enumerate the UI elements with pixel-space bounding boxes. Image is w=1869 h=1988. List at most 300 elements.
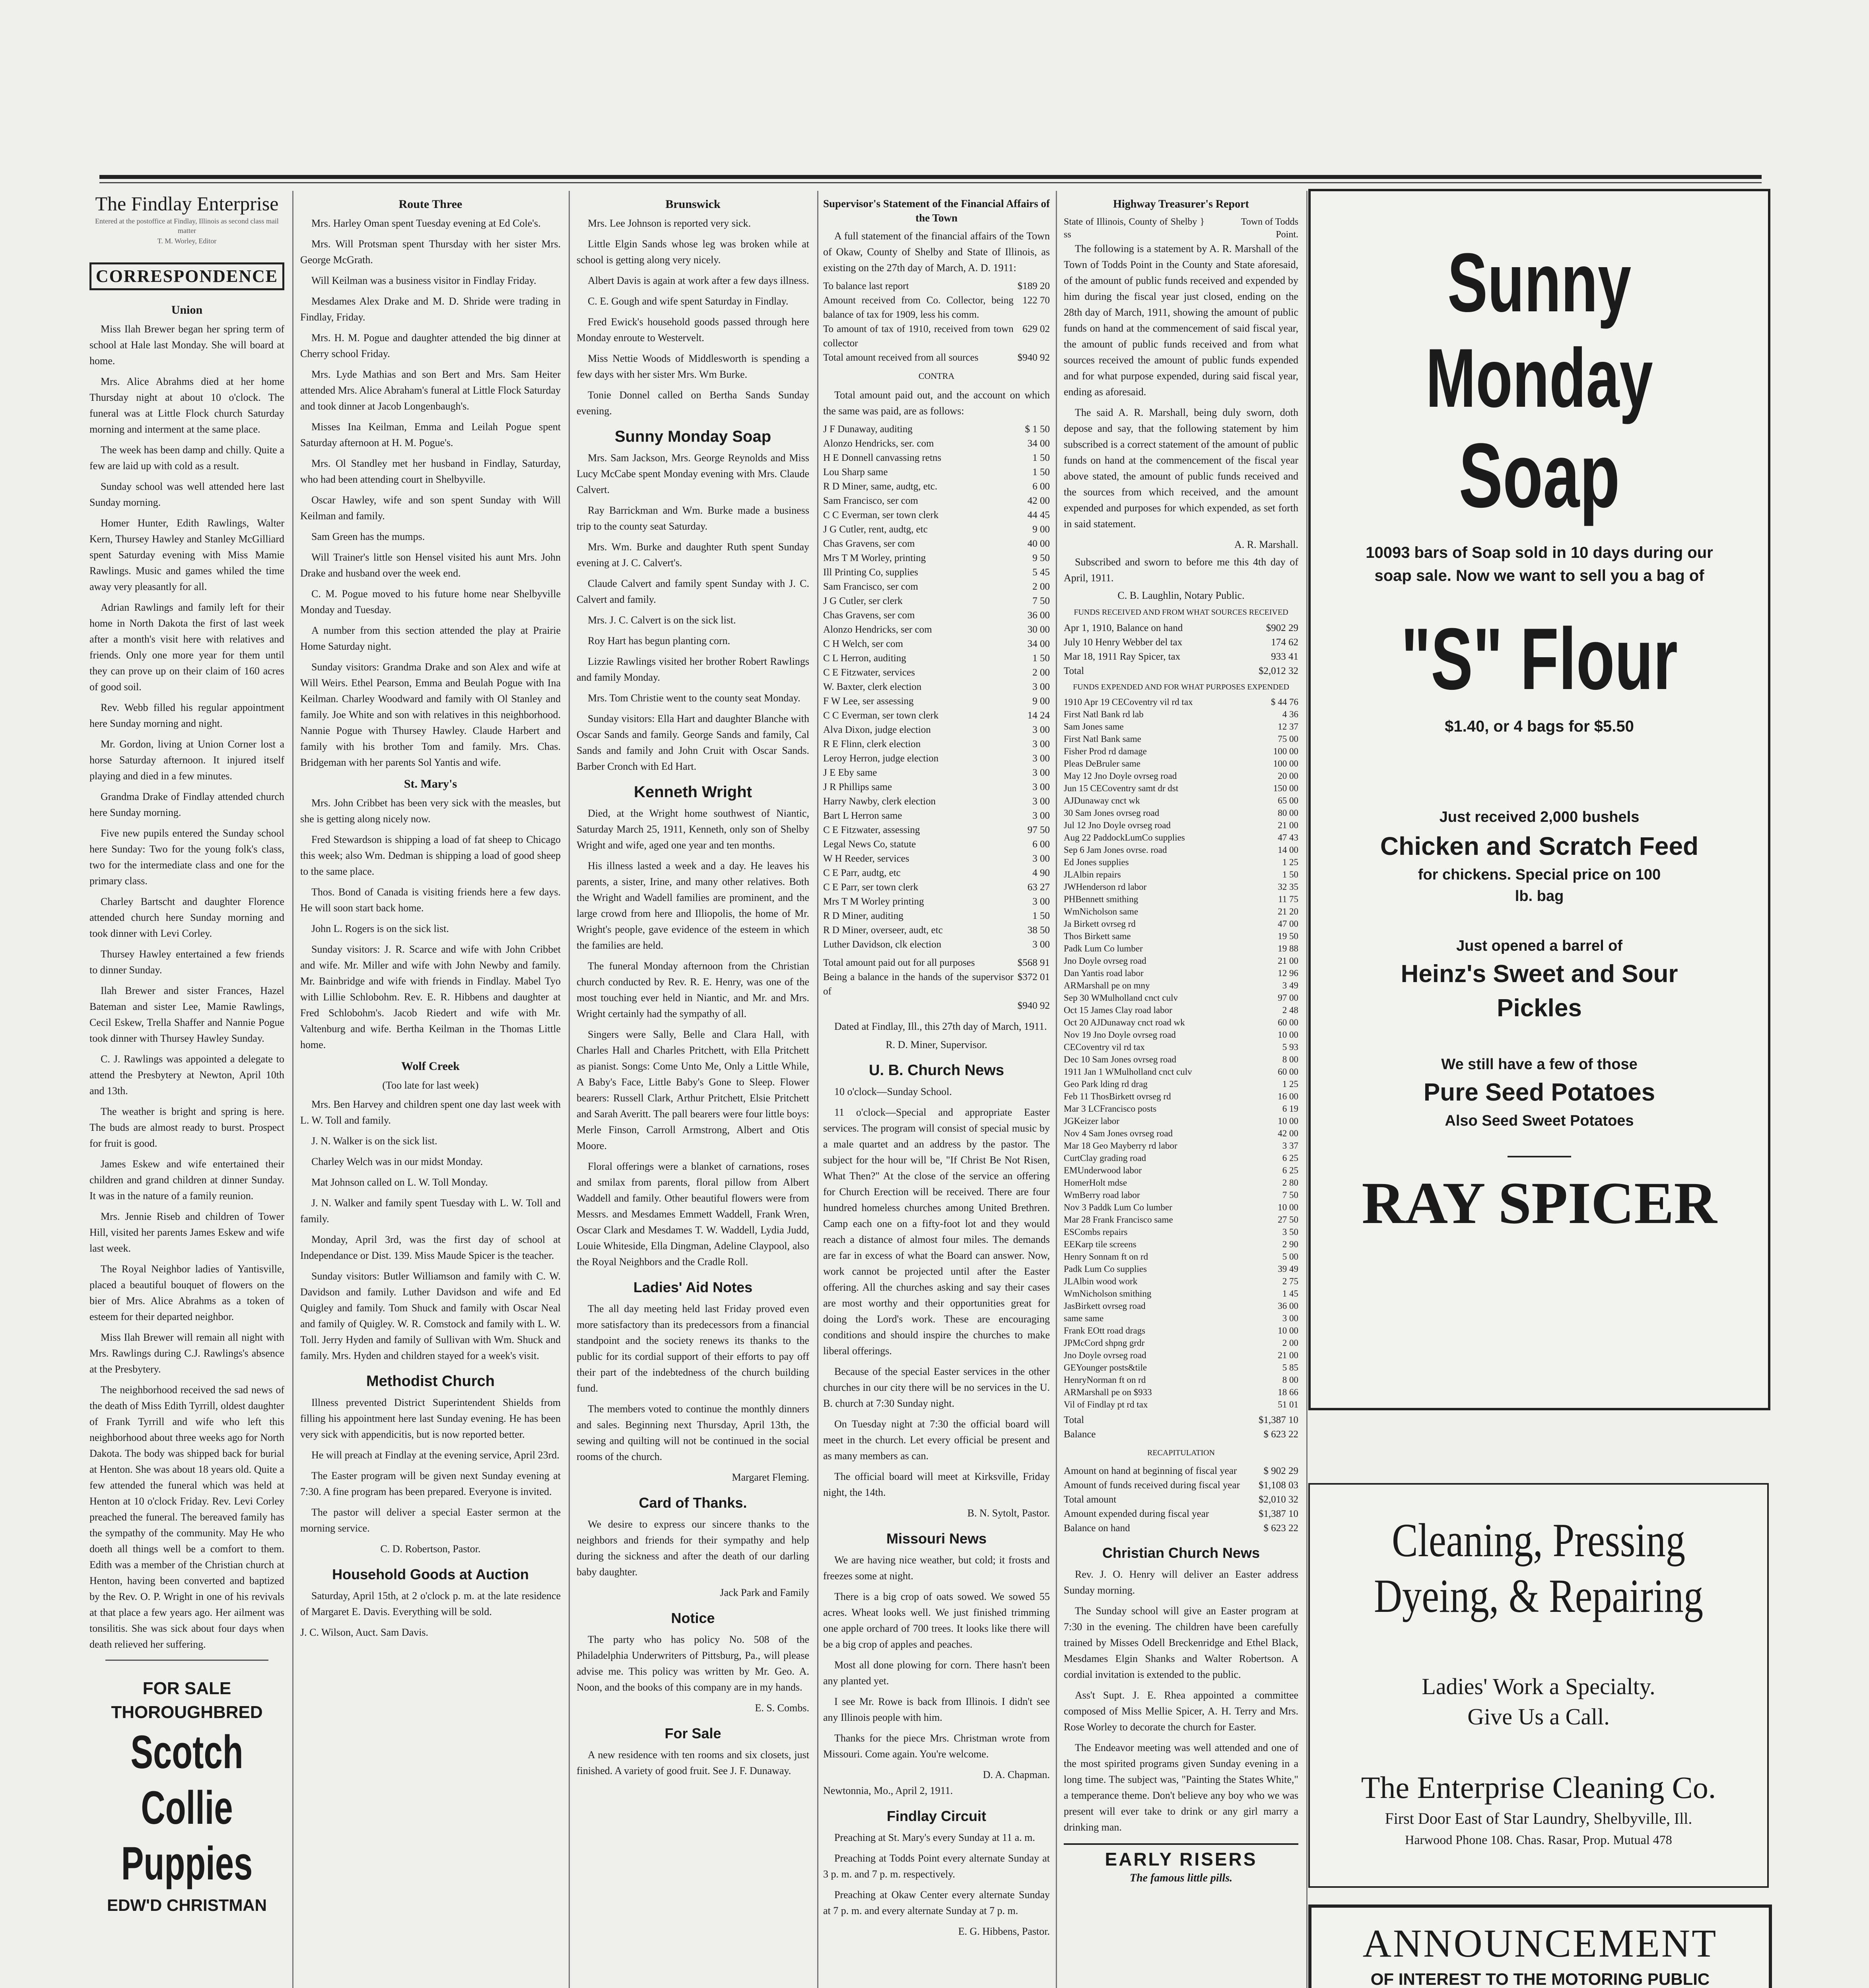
cleaning-line1: Cleaning, Pressing [1392, 1514, 1685, 1567]
table-row [1064, 992, 1298, 1004]
row-label: Apr 1, 1910, Balance on hand [1064, 623, 1183, 633]
row-label: Thos Birkett same [1064, 931, 1131, 941]
paragraph: Preaching at Todds Point every alternate Sunday at 3 p. m. and 7 p. m. respectively. [823, 1852, 1050, 1880]
paragraph: Preaching at St. Mary's every Sunday at 11 a. m. [834, 1832, 1035, 1843]
row-amount: 2 48 [1282, 1005, 1298, 1015]
row-label: Padk Lum Co supplies [1064, 1264, 1147, 1274]
recapitulation-table [1064, 1464, 1298, 1536]
section-heading-route-three: Route Three [398, 198, 462, 211]
row-label: Sep 6 Jam Jones ovrse. road [1064, 845, 1167, 855]
row-label: Mar 18, 1911 Ray Spicer, tax [1064, 651, 1181, 662]
section-heading-highway: Highway Treasurer's Report [1113, 198, 1249, 210]
row-amount: 5 93 [1282, 1042, 1298, 1052]
column-divider [817, 191, 818, 1988]
row-label: J R Phillips same [823, 782, 892, 792]
table-row [1064, 1041, 1298, 1053]
supervisor-signature: R. D. Miner, Supervisor. [886, 1039, 987, 1050]
row-amount: 3 00 [1032, 853, 1050, 864]
row-label: Ed Jones supplies [1064, 857, 1129, 867]
table-row [823, 970, 1050, 999]
row-label: Oct 20 AJDunaway cnct road wk [1064, 1017, 1185, 1027]
section-heading-missouri: Missouri News [886, 1530, 987, 1547]
paragraph: Monday, April 3rd, was the first day of school at Independance or Dist. 139. Miss Maude Spicer is the teacher. [300, 1234, 561, 1261]
row-amount: $ 623 22 [1263, 1429, 1298, 1440]
row-label: Ja Birkett ovrseg rd [1064, 919, 1136, 929]
paragraph: Mrs. Will Protsman spent Thursday with her sister Mrs. George McGrath. [300, 238, 561, 266]
row-amount: 5 85 [1282, 1363, 1298, 1373]
union-article [89, 321, 284, 1652]
row-label: JGKeizer labor [1064, 1116, 1119, 1126]
row-label: 30 Sam Jones ovrseg road [1064, 808, 1160, 818]
row-amount: 80 00 [1278, 808, 1298, 818]
table-row [823, 437, 1050, 451]
row-amount: 6 00 [1032, 839, 1050, 850]
row-amount: $372 01 [1017, 972, 1050, 982]
row-label: 1910 Apr 19 CECoventry vil rd tax [1064, 697, 1193, 707]
paragraph: Sunday school was well attended here last Sunday morning. [89, 481, 284, 508]
row-amount: 20 00 [1278, 771, 1298, 781]
table-row [1064, 782, 1298, 794]
row-label: CECoventry vil rd tax [1064, 1042, 1145, 1052]
row-amount: 40 00 [1027, 538, 1050, 549]
highway-signature: A. R. Marshall. [1234, 539, 1298, 550]
row-label: J G Cutler, rent, audtg, etc [823, 524, 928, 535]
paragraph: We are having nice weather, but cold; it frosts and freezes some at night. [823, 1554, 1050, 1582]
row-label: Harry Nawby, clerk election [823, 796, 936, 807]
row-label: Amount of funds received during fiscal year [1064, 1480, 1240, 1491]
table-row [1064, 881, 1298, 893]
table-row [823, 866, 1050, 880]
row-label [823, 999, 1014, 1013]
table-row [823, 999, 1050, 1013]
findlay-circuit-article [823, 1830, 1050, 1919]
row-amount: 18 66 [1278, 1387, 1298, 1397]
ray-spicer-name: RAY SPICER [1362, 1170, 1717, 1236]
funds-expended-heading: FUNDS EXPENDED AND FOR WHAT PURPOSES EXPENDED [1073, 683, 1289, 691]
row-label: Alva Dixon, judge election [823, 724, 931, 735]
table-row [823, 680, 1050, 694]
flour-price: $1.40, or 4 bags for $5.50 [1445, 718, 1634, 735]
table-row [1064, 1115, 1298, 1127]
row-amount: 100 00 [1273, 759, 1298, 769]
section-heading-brunswick: Brunswick [665, 198, 721, 211]
paragraph: Mat Johnson called on L. W. Toll Monday. [311, 1176, 488, 1188]
table-row [1064, 1263, 1298, 1275]
column-divider [1056, 191, 1057, 1988]
table-row [1064, 1029, 1298, 1041]
paragraph: The following is a statement by A. R. Marshall of the Town of Todds Point in the County and State aforesaid, of the amount of public funds received and expended by him during the fiscal year just closed, ending on the 28th day of March, 1911, showing the amount of public funds on hand at the commencement of said fiscal year, the amount of public funds received and from what sources received the amount of public funds expended and for what purpose expended, during said fiscal year, ending as aforesaid. [1064, 243, 1298, 398]
section-heading-notice: Notice [671, 1610, 715, 1626]
contra-label: CONTRA [918, 371, 955, 381]
row-amount: 42 00 [1278, 1128, 1298, 1138]
paragraph: Thursey Hawley entertained a few friends to dinner Sunday. [89, 948, 284, 976]
row-label: Total amount paid out for all purposes [823, 957, 975, 968]
table-row [1064, 1374, 1298, 1386]
funds-received-table [1064, 621, 1298, 678]
row-label: same same [1064, 1313, 1104, 1323]
table-row [823, 565, 1050, 580]
row-amount: 34 00 [1027, 639, 1050, 649]
row-label: Mrs T M Worley printing [823, 896, 924, 907]
ladies-aid-signature: Margaret Fleming. [732, 1472, 809, 1483]
paragraph: Five new pupils entered the Sunday school here Sunday: Two for the young folk's class, two for the intermediate class and one for the primary class. [89, 827, 284, 887]
row-label: H E Donnell canvassing retns [823, 452, 942, 463]
paragraph: J. N. Walker and family spent Tuesday with L. W. Toll and family. [300, 1197, 561, 1225]
paragraph: A number from this section attended the play at Prairie Home Saturday night. [300, 625, 561, 652]
paragraph: A new residence with ten rooms and six closets, just finished. A variety of good fruit. See J. F. Dunaway. [577, 1749, 809, 1776]
row-amount: 3 00 [1032, 681, 1050, 692]
row-label: To balance last report [823, 281, 909, 291]
paragraph: Thanks for the piece Mrs. Christman wrote from Missouri. Come again. You're welcome. [823, 1732, 1050, 1760]
row-amount: 60 00 [1278, 1067, 1298, 1077]
masthead [89, 191, 284, 247]
row-amount: 36 00 [1278, 1301, 1298, 1311]
row-label: Dan Yantis road labor [1064, 968, 1144, 978]
row-amount: 3 00 [1032, 724, 1050, 735]
cleaning-phones: Harwood Phone 108. Chas. Rasar, Prop. Mutual 478 [1405, 1833, 1672, 1847]
missouri-dateline: Newtonnia, Mo., April 2, 1911. [823, 1785, 953, 1796]
row-label: C H Welch, ser com [823, 639, 903, 649]
row-amount: 97 50 [1027, 825, 1050, 835]
row-amount: 12 96 [1278, 968, 1298, 978]
row-amount: 1 50 [1282, 870, 1298, 879]
table-row [1064, 745, 1298, 757]
section-heading-christian-church: Christian Church News [1102, 1545, 1260, 1561]
paragraph: Lizzie Rawlings visited her brother Robert Rawlings and family Monday. [577, 656, 809, 683]
paragraph: Mrs. J. C. Calvert is on the sick list. [588, 614, 736, 626]
paragraph: Miss Ilah Brewer will remain all night with Mrs. Rawlings during C.J. Rawlings's absence at the Presbytery. [89, 1332, 284, 1375]
row-amount: 1 50 [1032, 452, 1050, 463]
row-amount: 933 41 [1271, 651, 1298, 662]
garage-ad [1308, 1905, 1772, 1988]
table-row [823, 852, 1050, 866]
table-row [823, 623, 1050, 637]
paragraph: Mrs. Sam Jackson, Mrs. George Reynolds and Miss Lucy McCabe spent Monday evening with Mrs. Claude Calvert. [577, 452, 809, 495]
collie-ad-line4: Puppies [121, 1837, 253, 1890]
paragraph: Sunday visitors: J. R. Scarce and wife with John Cribbet and wife. Mr. Miller and wife with John Newby and family. Mr. Bainbridge and wife with friends in Findlay. Mabel Tyo with Lillie Schlobohm. Rev. E. R. Hibbens and daughter at Fred Schlobohm's. Jacob Riedert and wife with Mr. Valtenburg and wife. Bertha Keilman in the Thomas Little home. [300, 944, 561, 1050]
table-row [1064, 1164, 1298, 1176]
row-amount: 5 45 [1032, 567, 1050, 578]
table-row [1064, 733, 1298, 745]
highway-header-right: Town of Todds Point. [1241, 217, 1298, 240]
row-amount: 51 01 [1278, 1400, 1298, 1409]
row-amount: 21 00 [1278, 820, 1298, 830]
row-amount: 32 35 [1278, 882, 1298, 892]
table-row [823, 751, 1050, 766]
paragraph: 10 o'clock—Sunday School. [834, 1086, 952, 1097]
table-row [1064, 1238, 1298, 1250]
row-label: HenryNorman ft on rd [1064, 1375, 1146, 1385]
paragraph: Will Keilman was a business visitor in Findlay Friday. [311, 275, 536, 286]
paragraph: Mrs. Ol Standley met her husband in Findlay, Saturday, who had been attending court in Shelbyville. [300, 458, 561, 485]
cleaning-line3: Ladies' Work a Specialty. [1422, 1673, 1655, 1699]
row-amount: 47 43 [1278, 833, 1298, 843]
paragraph: Tonie Donnel called on Bertha Sands Sunday evening. [577, 389, 809, 417]
paragraph: Mrs. Wm. Burke and daughter Ruth spent Sunday evening at J. C. Calvert's. [577, 541, 809, 569]
table-row [1064, 1103, 1298, 1115]
table-row [1064, 819, 1298, 831]
row-amount: 34 00 [1027, 438, 1050, 449]
table-row [823, 837, 1050, 852]
paragraph: Thos. Bond of Canada is visiting friends here a few days. He will soon start back home. [300, 886, 561, 914]
column-3 [577, 191, 809, 1988]
table-row [823, 522, 1050, 537]
paragraph: Mr. Gordon, living at Union Corner lost a horse Saturday afternoon. It injured itself playing and died in a few minutes. [89, 738, 284, 782]
row-label: Ill Printing Co, supplies [823, 567, 918, 578]
row-amount: 19 88 [1278, 944, 1298, 953]
row-label: Vil of Findlay pt rd tax [1064, 1400, 1148, 1409]
table-row [1064, 621, 1298, 635]
paragraph: I see Mr. Rowe is back from Illinois. I didn't see any Illinois people with him. [823, 1696, 1050, 1723]
section-heading-wolf-creek: Wolf Creek [401, 1060, 460, 1073]
table-row [1064, 967, 1298, 979]
table-row [1064, 868, 1298, 881]
table-row [1064, 1213, 1298, 1226]
row-label: WmBerry road labor [1064, 1190, 1140, 1200]
row-amount: 3 00 [1032, 796, 1050, 807]
supervisor-intro: A full statement of the financial affairs of the Town of Okaw, County of Shelby and State of Illinois, as existing on the 27th day of March, A. D. 1911: [823, 230, 1050, 274]
table-row [823, 737, 1050, 751]
row-label: Chas Gravens, ser com [823, 610, 915, 621]
row-amount: $189 20 [1017, 281, 1050, 291]
paragraph: Adrian Rawlings and family left for their home in North Dakota the first of last week after a month's visit here with relatives and friends. Only one more year for them until they can prove up on their claim of 160 acres of good soil. [89, 602, 284, 693]
table-row [823, 780, 1050, 794]
row-label: First Natl Bank same [1064, 734, 1141, 744]
row-amount: 39 49 [1278, 1264, 1298, 1274]
row-label: Nov 3 Paddk Lum Co lumber [1064, 1202, 1172, 1212]
row-amount: 60 00 [1278, 1017, 1298, 1027]
row-label: Luther Davidson, clk election [823, 939, 942, 950]
row-label: Jul 12 Jno Doyle ovrseg road [1064, 820, 1171, 830]
table-row [1064, 905, 1298, 918]
row-label: Alonzo Hendricks, ser com [823, 624, 932, 635]
table-row [823, 694, 1050, 709]
paragraph: Will Trainer's little son Hensel visited his aunt Mrs. John Drake and husband over the week end. [300, 551, 561, 579]
row-label: Total amount [1064, 1494, 1117, 1505]
table-row [823, 451, 1050, 465]
column-divider [292, 191, 293, 1988]
row-label: To amount of tax of 1910, received from town collector [823, 324, 1014, 349]
for-sale-article [577, 1747, 809, 1779]
table-row [1064, 1413, 1298, 1427]
row-label: J F Dunaway, auditing [823, 424, 913, 435]
missouri-signature: D. A. Chapman. [983, 1769, 1050, 1780]
funds-expended-table [1064, 696, 1298, 1411]
table-row [1064, 1053, 1298, 1066]
row-label: Jno Doyle ovrseg road [1064, 956, 1146, 966]
cleaning-line4: Give Us a Call. [1467, 1704, 1610, 1730]
row-label: R E Flinn, clerk election [823, 739, 921, 749]
row-amount: 10 00 [1278, 1116, 1298, 1126]
row-label: Jun 15 CECoventry samt dr dst [1064, 783, 1179, 793]
paragraph: The Endeavor meeting was well attended and one of the most spirited programs given Sunday evening in a long time. The subject was, "Painting the States White," a temperance theme. Don't believe any boy who we was present will ever take to drink or any girl marry a drinking man. [1064, 1742, 1298, 1833]
table-row [1064, 918, 1298, 930]
paragraph: The Easter program will be given next Sunday evening at 7:30. A fine program has been prepared. Everyone is invited. [300, 1470, 561, 1497]
section-heading-union: Union [171, 303, 203, 316]
paragraph: 11 o'clock—Special and appropriate Easter services. The program will consist of special music by a male quartet and an address by the pastor. The subject for the hour will be, "If Christ Be Not Risen, What Then?" At the close of the service an offering for Church Erection will be received. There are four hundred homeless churches among United Brethren. Camp each one on a fifty-foot lot and they would reach a distance of almost four miles. The demands are far in excess of what the Board can answer. Now, work cannot be projected until after the Easter offering. All the churches asking and say their cases are most worthy and their opportunities great for doing the Lord's work. These are encouraging conditions and should inspire the churches to make liberal offerings. [823, 1107, 1050, 1357]
cleaning-line2: Dyeing, & Repairing [1374, 1569, 1704, 1622]
correspondence-banner: CORRESPONDENCE [89, 262, 284, 290]
table-row [823, 637, 1050, 651]
row-amount: 65 00 [1278, 796, 1298, 806]
row-amount: 2 90 [1282, 1239, 1298, 1249]
table-row [1064, 1287, 1298, 1300]
row-label: Sam Francisco, ser com [823, 581, 918, 592]
row-label: C E Fitzwater, services [823, 667, 915, 678]
row-amount: 4 36 [1282, 709, 1298, 719]
row-label: Alonzo Hendricks, ser. com [823, 438, 934, 449]
cleaning-ad [1308, 1483, 1769, 1888]
brunswick-article-cont [577, 450, 809, 775]
table-row [1064, 1361, 1298, 1374]
row-amount: 150 00 [1273, 783, 1298, 793]
row-label: EEKarp tile screens [1064, 1239, 1137, 1249]
section-heading-ladies-aid: Ladies' Aid Notes [633, 1279, 753, 1295]
row-amount: $ 902 29 [1263, 1466, 1298, 1476]
auction-article [300, 1588, 561, 1620]
table-row [1064, 1078, 1298, 1090]
table-row [1064, 1140, 1298, 1152]
wolf-creek-article [300, 1097, 561, 1364]
paragraph: Singers were Sally, Belle and Clara Hall, with Charles Hall and Charles Pritchett, with Ella Pritchett as pianist. Songs: Come Unto Me, Only a Little While, A Baby's Face, Little Baby's Gone to Sleep. Flower bearers: Russell Clark, Arthur Pritchett, Elsie Pritchett and Sarah Averitt. The pall bearers were four little boys: Merle Finson, Carroll Armstrong, Albert and Otis Moore. [577, 1029, 809, 1151]
row-amount: 629 02 [1022, 324, 1050, 334]
column-5 [1064, 191, 1298, 1988]
table-row [823, 909, 1050, 923]
table-row [1064, 942, 1298, 955]
paragraph: On Tuesday night at 7:30 the official board will meet in the church. Let every official be present and as many members as can. [823, 1418, 1050, 1462]
row-amount: 36 00 [1027, 610, 1050, 621]
paragraph: Miss Ilah Brewer began her spring term of school at Hale last Monday. She will board at home. [89, 323, 284, 367]
column-4 [823, 191, 1050, 1988]
route-three-article [300, 215, 561, 771]
row-label: Mar 18 Geo Mayberry rd labor [1064, 1141, 1177, 1151]
table-row [1064, 844, 1298, 856]
row-amount: 21 00 [1278, 1350, 1298, 1360]
collie-ad-line1: FOR SALE [142, 1679, 231, 1698]
paragraph: Grandma Drake of Findlay attended church here Sunday morning. [89, 791, 284, 818]
row-label: Sam Francisco, ser com [823, 495, 918, 506]
paragraph: Mrs. Lee Johnson is reported very sick. [588, 217, 751, 229]
christian-church-article [1064, 1567, 1298, 1835]
table-row [823, 465, 1050, 480]
table-row [823, 279, 1050, 293]
row-amount: 3 00 [1032, 896, 1050, 907]
table-row [823, 494, 1050, 508]
row-amount: 19 50 [1278, 931, 1298, 941]
paragraph: C. E. Gough and wife spent Saturday in Findlay. [588, 295, 789, 307]
table-row [1064, 1300, 1298, 1312]
garage-title: ANNOUNCEMENT [1362, 1921, 1718, 1965]
table-row [823, 580, 1050, 594]
row-amount: 1 25 [1282, 1079, 1298, 1089]
row-amount: 9 50 [1032, 553, 1050, 563]
section-heading-methodist: Methodist Church [366, 1373, 495, 1390]
table-row [823, 794, 1050, 809]
paragraph: Mrs. H. M. Pogue and daughter attended the big dinner at Cherry school Friday. [300, 332, 561, 359]
table-row [1064, 708, 1298, 720]
table-row [1064, 955, 1298, 967]
paragraph: There is a big crop of oats sowed. We sowed 55 acres. Wheat looks well. We just finished trimming one apple orchard of 700 trees. It looks like there will be a big crop of apples and peaches. [823, 1591, 1050, 1650]
top-rule [99, 175, 1762, 179]
paragraph: The said A. R. Marshall, being duly sworn, doth depose and say, that the following statement by him subscribed is a correct statement of the amount of public funds on hand at the commencement of the fiscal year above stated, the amount of public funds received and the sources from which received, and the amount expended and purposes for which expended, as set forth in said statement. [1064, 407, 1298, 530]
table-row [1064, 720, 1298, 733]
row-label: ARMarshall pe on $933 [1064, 1387, 1152, 1397]
row-label: C E Parr, ser town clerk [823, 882, 919, 893]
notice-article [577, 1632, 809, 1695]
table-row [1064, 1349, 1298, 1361]
row-label: W H Reeder, services [823, 853, 909, 864]
row-amount: 1 50 [1032, 911, 1050, 921]
collie-ad-line3: Scotch Collie [130, 1726, 243, 1834]
row-amount: $2,012 32 [1259, 666, 1298, 676]
row-label: Balance on hand [1064, 1523, 1130, 1534]
row-amount: $ 623 22 [1263, 1523, 1298, 1534]
table-row [1064, 856, 1298, 868]
row-amount: 3 49 [1282, 980, 1298, 990]
table-row [823, 666, 1050, 680]
row-amount: 6 25 [1282, 1153, 1298, 1163]
paragraph: Albert Davis is again at work after a few days illness. [588, 275, 809, 286]
row-label: JasBirkett ovrseg road [1064, 1301, 1146, 1311]
paragraph: Died, at the Wright home southwest of Niantic, Saturday March 25, 1911, Kenneth, only son of Shelby Wright and wife, aged one year and ten months. [577, 808, 809, 851]
table-row [1064, 893, 1298, 905]
row-amount: $1,387 10 [1259, 1415, 1298, 1425]
section-heading-ub-church: U. B. Church News [869, 1062, 1004, 1079]
paragraph: Ray Barrickman and Wm. Burke made a business trip to the county seat Saturday. [577, 505, 809, 532]
row-amount: $568 91 [1017, 957, 1050, 968]
paragraph: Floral offerings were a blanket of carnations, roses and smilax from parents, floral pillow from Albert Waddell and family. Other beautiful flowers were from Messrs. and Mesdames Emmett Waddell, Frank Wren, Oscar Clark and Mesdames T. W. Waddell, Lydia Judd, Louie Whiteside, Ella Dingman, Adeline Claypool, also the Royal Neighbors and the Cradle Roll. [577, 1161, 809, 1268]
row-label: JLAlbin wood work [1064, 1276, 1138, 1286]
feed-title: Chicken and Scratch Feed [1380, 832, 1699, 860]
ray-spicer-ad [1308, 189, 1770, 1410]
table-row [1064, 1201, 1298, 1213]
potatoes-intro: We still have a few of those [1441, 1056, 1638, 1073]
paragraph: The all day meeting held last Friday proved even more satisfactory than its predecessors from a financial standpoint and the society renews its thanks to the public for its cordial support of their efforts to pay off their part of the indebtedness of the church building fund. [577, 1303, 809, 1394]
missouri-article [823, 1552, 1050, 1762]
row-amount: 47 00 [1278, 919, 1298, 929]
table-row [1064, 1127, 1298, 1140]
table-row [1064, 1464, 1298, 1478]
row-amount: 6 00 [1032, 481, 1050, 492]
wolf-creek-note: (Too late for last week) [382, 1079, 479, 1091]
row-label: C E Fitzwater, assessing [823, 825, 920, 835]
table-row [823, 956, 1050, 970]
row-amount: 3 00 [1032, 767, 1050, 778]
soap-mention: Sunny Monday Soap [614, 428, 771, 445]
row-amount: $ 1 50 [1025, 424, 1050, 435]
row-amount: 10 00 [1278, 1202, 1298, 1212]
row-label: Amount on hand at beginning of fiscal year [1064, 1466, 1237, 1476]
row-amount: 100 00 [1273, 746, 1298, 756]
row-label: EMUnderwood labor [1064, 1165, 1142, 1175]
row-label: First Natl Bank rd lab [1064, 709, 1144, 719]
paragraph: Mrs. Jennie Riseb and children of Tower Hill, visited her parents James Eskew and wife last week. [89, 1211, 284, 1254]
row-amount: 63 27 [1027, 882, 1050, 893]
row-amount: 6 19 [1282, 1104, 1298, 1114]
row-label: Pleas DeBruler same [1064, 759, 1140, 769]
row-amount: 2 80 [1282, 1178, 1298, 1188]
row-amount: $2,010 32 [1259, 1494, 1298, 1505]
paragraph: Sunday visitors: Ella Hart and daughter Blanche with Oscar Sands and family. George Sands and family, Cal Sands and family and John Cruit with Oscar Sands. Barber Cronch with Ed Hart. [577, 713, 809, 772]
table-row [1064, 794, 1298, 807]
paragraph: Most all done plowing for corn. There hasn't been any planted yet. [823, 1659, 1050, 1687]
row-label: CurtClay grading road [1064, 1153, 1146, 1163]
column-divider [1306, 191, 1308, 1988]
supervisor-receipts-table [823, 279, 1050, 365]
table-row [1064, 1427, 1298, 1442]
table-row [1064, 1275, 1298, 1287]
table-row [823, 594, 1050, 608]
